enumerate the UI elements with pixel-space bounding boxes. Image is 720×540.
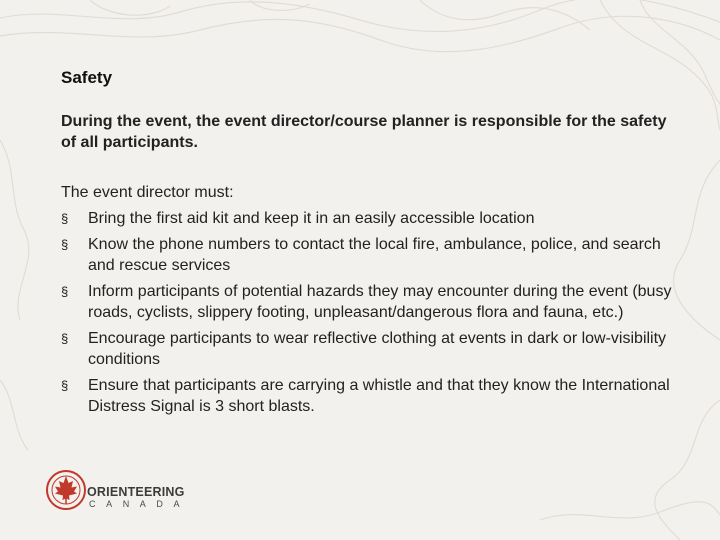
list-item	[61, 208, 676, 229]
list-item	[61, 328, 676, 370]
bullet-marker-icon: §	[61, 378, 69, 393]
bullet-text: Inform participants of potential hazards they may encounter during the event (busy roads, cyclists, slippery footing, unpleasant/dangerous flora and fauna, etc.)	[88, 283, 672, 321]
orienteering-canada-logo	[44, 468, 194, 516]
bullet-marker-icon: §	[61, 284, 69, 299]
bullet-list	[61, 208, 676, 422]
bullet-text: Ensure that participants are carrying a whistle and that they know the International Distress Signal is 3 short blasts.	[88, 377, 670, 415]
list-item	[61, 234, 676, 276]
logo-subtitle: CANADA	[89, 499, 191, 509]
bullet-marker-icon: §	[61, 237, 69, 252]
bullet-marker-icon: §	[61, 211, 69, 226]
slide-title: Safety	[61, 68, 113, 87]
bullet-text: Bring the first aid kit and keep it in an easily accessible location	[88, 210, 535, 227]
bullet-text: Know the phone numbers to contact the local fire, ambulance, police, and search and rescue services	[88, 236, 661, 274]
bullet-text: Encourage participants to wear reflective clothing at events in dark or low-visibility conditions	[88, 330, 667, 368]
logo-wordmark: ORIENTEERING	[87, 485, 185, 499]
list-item	[61, 281, 676, 323]
maple-leaf-compass-icon	[44, 468, 88, 512]
bullet-marker-icon: §	[61, 331, 69, 346]
lead-text: The event director must:	[61, 184, 234, 201]
list-item	[61, 375, 676, 417]
intro-paragraph: During the event, the event director/course planner is responsible for the safety of all participants.	[61, 113, 667, 151]
